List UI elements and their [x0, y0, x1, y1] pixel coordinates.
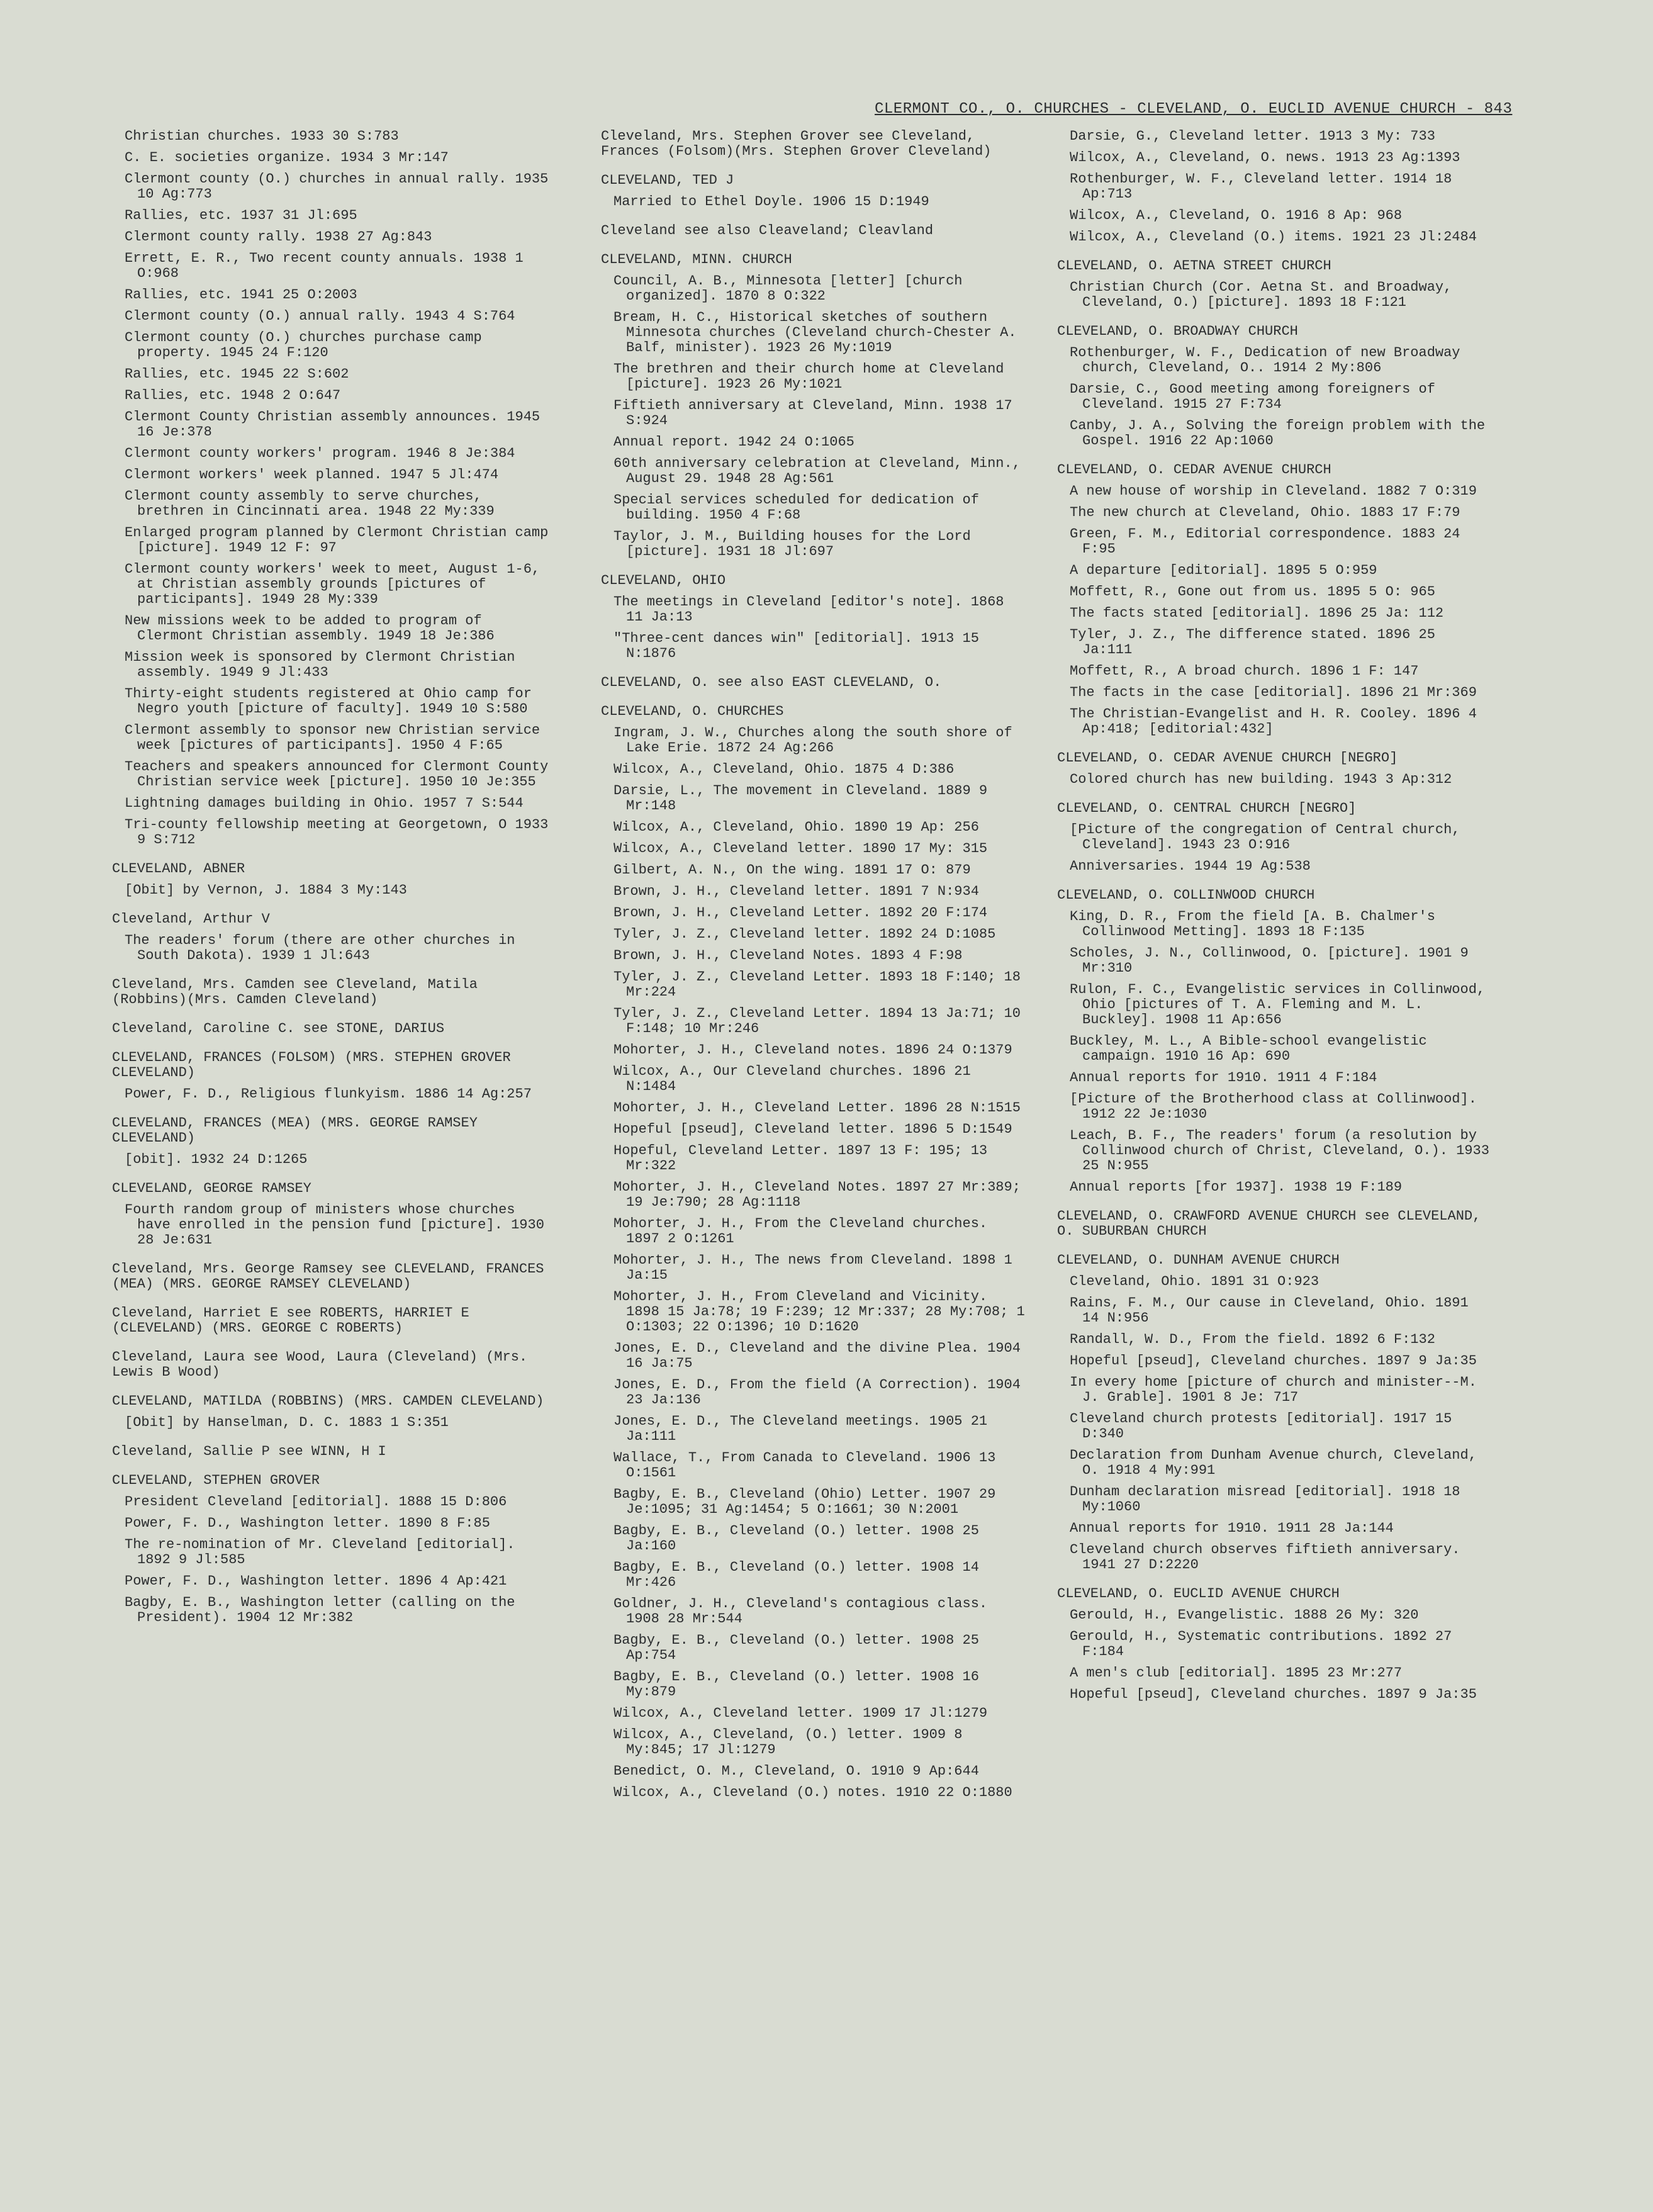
index-heading: CLEVELAND, O. DUNHAM AVENUE CHURCH	[1057, 1252, 1340, 1268]
index-entry: Leach, B. F., The readers' forum (a resolution by Collinwood church of Christ, Cleveland, O.). 1933 25 N:955	[1070, 1128, 1489, 1174]
index-entry: The brethren and their church home at Cleveland [picture]. 1923 26 My:1021	[614, 361, 1004, 392]
index-entry: Fiftieth anniversary at Cleveland, Minn. 1938 17 S:924	[614, 398, 1012, 429]
index-entry: Clermont assembly to sponsor new Christian service week [pictures of participants]. 1950 4 F:65	[125, 722, 541, 753]
index-entry: Annual reports for 1910. 1911 4 F:184	[1070, 1070, 1377, 1086]
index-entry: Rallies, etc. 1948 2 O:647	[125, 388, 341, 403]
index-entry: Brown, J. H., Cleveland Letter. 1892 20 F:174	[614, 905, 988, 921]
index-entry: New missions week to be added to program of Clermont Christian assembly. 1949 18 Je:386	[125, 613, 495, 644]
index-heading: Cleveland, Mrs. Stephen Grover see Cleveland, Frances (Folsom)(Mrs. Stephen Grover Cleveland)	[601, 128, 992, 159]
index-entry: Annual report. 1942 24 O:1065	[614, 434, 855, 450]
index-heading: Cleveland, Mrs. Camden see Cleveland, Matila (Robbins)(Mrs. Camden Cleveland)	[112, 977, 478, 1008]
index-heading: Cleveland, Sallie P see WINN, H I	[112, 1444, 386, 1459]
index-entry: The readers' forum (there are other churches in South Dakota). 1939 1 Jl:643	[125, 933, 515, 963]
index-entry: The Christian-Evangelist and H. R. Cooley. 1896 4 Ap:418; [editorial:432]	[1070, 706, 1477, 737]
index-entry: Rallies, etc. 1941 25 O:2003	[125, 287, 357, 303]
index-entry: Gerould, H., Evangelistic. 1888 26 My: 320	[1070, 1607, 1419, 1623]
index-entry: King, D. R., From the field [A. B. Chalmer's Collinwood Metting]. 1893 18 F:135	[1070, 909, 1435, 940]
index-entry: Clermont county assembly to serve churches, brethren in Cincinnati area. 1948 22 My:339	[125, 488, 495, 519]
index-entry: The facts in the case [editorial]. 1896 21 Mr:369	[1070, 685, 1477, 700]
index-heading: CLEVELAND, OHIO	[601, 573, 726, 588]
index-entry: Power, F. D., Washington letter. 1890 8 F:85	[125, 1515, 490, 1531]
index-entry: Clermont county workers' program. 1946 8 Je:384	[125, 446, 515, 461]
index-entry: Darsie, L., The movement in Cleveland. 1889 9 Mr:148	[614, 783, 988, 814]
index-entry: Gilbert, A. N., On the wing. 1891 17 O: 879	[614, 862, 971, 878]
index-entry: A men's club [editorial]. 1895 23 Mr:277	[1070, 1665, 1403, 1681]
index-entry: Lightning damages building in Ohio. 1957 7 S:544	[125, 795, 524, 811]
index-entry: 60th anniversary celebration at Cleveland, Minn., August 29. 1948 28 Ag:561	[614, 456, 1021, 486]
index-entry: "Three-cent dances win" [editorial]. 1913 15 N:1876	[614, 631, 979, 661]
index-entry: [Picture of the Brotherhood class at Collinwood]. 1912 22 Je:1030	[1070, 1091, 1477, 1122]
index-entry: Clermont county (O.) churches purchase camp property. 1945 24 F:120	[125, 330, 482, 361]
index-entry: Tyler, J. Z., Cleveland Letter. 1894 13 Ja:71; 10 F:148; 10 Mr:246	[614, 1006, 1021, 1036]
index-entry: Taylor, J. M., Building houses for the Lord [picture]. 1931 18 Jl:697	[614, 529, 971, 559]
index-heading: CLEVELAND, O. CHURCHES	[601, 704, 784, 719]
index-entry: Anniversaries. 1944 19 Ag:538	[1070, 858, 1311, 874]
index-entry: The meetings in Cleveland [editor's note]. 1868 11 Ja:13	[614, 594, 1004, 625]
index-heading: CLEVELAND, MINN. CHURCH	[601, 252, 792, 267]
index-entry: Wilcox, A., Cleveland (O.) items. 1921 23 Jl:2484	[1070, 229, 1477, 245]
index-entry: Hopeful [pseud], Cleveland churches. 1897 9 Ja:35	[1070, 1687, 1477, 1702]
index-entry: Rothenburger, W. F., Cleveland letter. 1914 18 Ap:713	[1070, 171, 1452, 202]
index-entry: Tyler, J. Z., Cleveland letter. 1892 24 D:1085	[614, 926, 996, 942]
index-entry: Brown, J. H., Cleveland letter. 1891 7 N:934	[614, 884, 979, 899]
index-entry: Christian churches. 1933 30 S:783	[125, 128, 399, 144]
index-entry: Special services scheduled for dedication of building. 1950 4 F:68	[614, 492, 979, 523]
index-entry: Hopeful, Cleveland Letter. 1897 13 F: 195; 13 Mr:322	[614, 1143, 988, 1174]
index-entry: Dunham declaration misread [editorial]. 1918 18 My:1060	[1070, 1484, 1460, 1515]
index-entry: Clermont workers' week planned. 1947 5 Jl:474	[125, 467, 499, 483]
index-entry: Wallace, T., From Canada to Cleveland. 1906 13 O:1561	[614, 1450, 996, 1481]
index-entry: Colored church has new building. 1943 3 Ap:312	[1070, 772, 1452, 787]
index-entry: Wilcox, A., Cleveland letter. 1890 17 My: 315	[614, 841, 988, 856]
index-entry: Wilcox, A., Cleveland, O. 1916 8 Ap: 968	[1070, 208, 1403, 223]
index-entry: Brown, J. H., Cleveland Notes. 1893 4 F:98	[614, 948, 963, 963]
index-entry: Wilcox, A., Cleveland, (O.) letter. 1909 8 My:845; 17 Jl:1279	[614, 1727, 963, 1758]
column-3	[1057, 129, 1491, 1709]
index-entry: Thirty-eight students registered at Ohio camp for Negro youth [picture of faculty]. 1949 10 S:580	[125, 686, 532, 717]
index-entry: The re-nomination of Mr. Cleveland [editorial]. 1892 9 Jl:585	[125, 1537, 515, 1568]
index-entry: President Cleveland [editorial]. 1888 15 D:806	[125, 1494, 507, 1510]
index-entry: Wilcox, A., Cleveland, Ohio. 1875 4 D:386	[614, 761, 955, 777]
index-entry: Clermont county (O.) churches in annual rally. 1935 10 Ag:773	[125, 171, 549, 202]
column-2	[601, 129, 1029, 1807]
index-entry: Bagby, E. B., Cleveland (O.) letter. 1908 14 Mr:426	[614, 1559, 979, 1590]
index-entry: The new church at Cleveland, Ohio. 1883 17 F:79	[1070, 505, 1460, 520]
index-entry: Mohorter, J. H., Cleveland Letter. 1896 28 N:1515	[614, 1100, 1021, 1116]
index-entry: Hopeful [pseud], Cleveland letter. 1896 5 D:1549	[614, 1121, 1012, 1137]
index-entry: Randall, W. D., From the field. 1892 6 F:132	[1070, 1332, 1435, 1347]
index-entry: Rains, F. M., Our cause in Cleveland, Ohio. 1891 14 N:956	[1070, 1295, 1469, 1326]
index-heading: CLEVELAND, GEORGE RAMSEY	[112, 1181, 311, 1196]
index-entry: Teachers and speakers announced for Clermont County Christian service week [picture]. 1950 10 Je:355	[125, 759, 549, 790]
index-entry: Darsie, G., Cleveland letter. 1913 3 My: 733	[1070, 128, 1435, 144]
index-entry: Bagby, E. B., Cleveland (O.) letter. 1908 25 Ja:160	[614, 1523, 979, 1554]
index-entry: Cleveland church protests [editorial]. 1917 15 D:340	[1070, 1411, 1452, 1442]
index-entry: Ingram, J. W., Churches along the south shore of Lake Erie. 1872 24 Ag:266	[614, 725, 1012, 756]
index-entry: Canby, J. A., Solving the foreign problem with the Gospel. 1916 22 Ap:1060	[1070, 418, 1486, 449]
index-entry: Wilcox, A., Our Cleveland churches. 1896 21 N:1484	[614, 1064, 971, 1094]
index-entry: Errett, E. R., Two recent county annuals. 1938 1 O:968	[125, 250, 524, 281]
index-entry: Jones, E. D., The Cleveland meetings. 1905 21 Ja:111	[614, 1413, 988, 1444]
index-heading: CLEVELAND, O. COLLINWOOD CHURCH	[1057, 887, 1315, 903]
index-heading: CLEVELAND, FRANCES (MEA) (MRS. GEORGE RAMSEY CLEVELAND)	[112, 1115, 478, 1146]
index-heading: CLEVELAND, ABNER	[112, 861, 245, 877]
index-heading: CLEVELAND, O. CRAWFORD AVENUE CHURCH see CLEVELAND, O. SUBURBAN CHURCH	[1057, 1208, 1481, 1239]
index-entry: Christian Church (Cor. Aetna St. and Broadway, Cleveland, O.) [picture]. 1893 18 F:121	[1070, 279, 1452, 310]
index-entry: The facts stated [editorial]. 1896 25 Ja: 112	[1070, 605, 1444, 621]
index-entry: Cleveland church observes fiftieth anniversary. 1941 27 D:2220	[1070, 1542, 1460, 1573]
index-entry: Enlarged program planned by Clermont Christian camp [picture]. 1949 12 F: 97	[125, 525, 549, 556]
running-head: CLERMONT CO., O. CHURCHES - CLEVELAND, O. EUCLID AVENUE CHURCH - 843	[875, 101, 1513, 118]
index-entry: Mohorter, J. H., From the Cleveland churches. 1897 2 O:1261	[614, 1216, 988, 1247]
index-entry: Goldner, J. H., Cleveland's contagious class. 1908 28 Mr:544	[614, 1596, 988, 1627]
index-entry: Council, A. B., Minnesota [letter] [church organized]. 1870 8 O:322	[614, 273, 963, 304]
index-heading: CLEVELAND, O. EUCLID AVENUE CHURCH	[1057, 1586, 1340, 1602]
index-entry: Gerould, H., Systematic contributions. 1892 27 F:184	[1070, 1629, 1452, 1659]
index-entry: Declaration from Dunham Avenue church, Cleveland, O. 1918 4 My:991	[1070, 1447, 1477, 1478]
index-entry: Hopeful [pseud], Cleveland churches. 1897 9 Ja:35	[1070, 1353, 1477, 1369]
index-entry: Rallies, etc. 1945 22 S:602	[125, 366, 349, 382]
index-entry: Married to Ethel Doyle. 1906 15 D:1949	[614, 194, 929, 210]
index-entry: Wilcox, A., Cleveland letter. 1909 17 Jl:1279	[614, 1705, 988, 1721]
index-entry: Mohorter, J. H., Cleveland Notes. 1897 27 Mr:389; 19 Je:790; 28 Ag:1118	[614, 1179, 1021, 1210]
index-entry: A departure [editorial]. 1895 5 O:959	[1070, 563, 1377, 578]
index-heading: Cleveland, Mrs. George Ramsey see CLEVELAND, FRANCES (MEA) (MRS. GEORGE RAMSEY CLEVELAND)	[112, 1261, 544, 1292]
index-entry: Darsie, C., Good meeting among foreigners of Cleveland. 1915 27 F:734	[1070, 381, 1435, 412]
index-entry: Mohorter, J. H., Cleveland notes. 1896 24 O:1379	[614, 1042, 1012, 1058]
index-entry: Power, F. D., Religious flunkyism. 1886 14 Ag:257	[125, 1086, 532, 1102]
index-heading: CLEVELAND, O. BROADWAY CHURCH	[1057, 323, 1298, 339]
index-entry: Wilcox, A., Cleveland (O.) notes. 1910 22 O:1880	[614, 1785, 1012, 1800]
index-entry: Annual reports for 1910. 1911 28 Ja:144	[1070, 1520, 1394, 1536]
index-entry: Clermont county (O.) annual rally. 1943 4 S:764	[125, 308, 515, 324]
index-heading: Cleveland, Harriet E see ROBERTS, HARRIET E (CLEVELAND) (MRS. GEORGE C ROBERTS)	[112, 1305, 469, 1336]
index-entry: A new house of worship in Cleveland. 1882 7 O:319	[1070, 483, 1477, 499]
index-entry: Tyler, J. Z., Cleveland Letter. 1893 18 F:140; 18 Mr:224	[614, 969, 1021, 1000]
index-heading: CLEVELAND, O. CEDAR AVENUE CHURCH	[1057, 462, 1331, 478]
index-entry: In every home [picture of church and minister--M. J. Grable]. 1901 8 Je: 717	[1070, 1374, 1477, 1405]
index-entry: Wilcox, A., Cleveland, O. news. 1913 23 Ag:1393	[1070, 150, 1460, 166]
index-entry: Mohorter, J. H., The news from Cleveland. 1898 1 Ja:15	[614, 1252, 1012, 1283]
index-entry: Power, F. D., Washington letter. 1896 4 Ap:421	[125, 1573, 507, 1589]
index-entry: Clermont county rally. 1938 27 Ag:843	[125, 229, 432, 245]
index-entry: C. E. societies organize. 1934 3 Mr:147	[125, 150, 449, 166]
index-entry: Moffett, R., Gone out from us. 1895 5 O: 965	[1070, 584, 1435, 600]
index-entry: Scholes, J. N., Collinwood, O. [picture]. 1901 9 Mr:310	[1070, 945, 1469, 976]
index-entry: [obit]. 1932 24 D:1265	[125, 1152, 308, 1167]
index-entry: Bagby, E. B., Cleveland (O.) letter. 1908 16 My:879	[614, 1669, 979, 1700]
index-heading: CLEVELAND, O. CEDAR AVENUE CHURCH [NEGRO]	[1057, 750, 1398, 766]
column-1	[112, 129, 552, 1632]
index-heading: CLEVELAND, FRANCES (FOLSOM) (MRS. STEPHEN GROVER CLEVELAND)	[112, 1050, 511, 1081]
index-entry: Cleveland, Ohio. 1891 31 O:923	[1070, 1274, 1320, 1289]
index-entry: Tyler, J. Z., The difference stated. 1896 25 Ja:111	[1070, 627, 1435, 658]
index-entry: Mohorter, J. H., From Cleveland and Vicinity. 1898 15 Ja:78; 19 F:239; 12 Mr:337; 28 My:708; 1 O:1303; 22 O:1396; 10 D:1620	[614, 1289, 1025, 1335]
index-entry: Rothenburger, W. F., Dedication of new Broadway church, Cleveland, O.. 1914 2 My:806	[1070, 345, 1460, 376]
index-heading: CLEVELAND, O. AETNA STREET CHURCH	[1057, 258, 1331, 274]
index-entry: Buckley, M. L., A Bible-school evangelistic campaign. 1910 16 Ap: 690	[1070, 1033, 1427, 1064]
index-entry: Fourth random group of ministers whose churches have enrolled in the pension fund [picture]. 1930 28 Je:631	[125, 1202, 544, 1248]
index-entry: [Obit] by Hanselman, D. C. 1883 1 S:351	[125, 1415, 449, 1430]
index-entry: Moffett, R., A broad church. 1896 1 F: 147	[1070, 663, 1419, 679]
index-entry: Wilcox, A., Cleveland, Ohio. 1890 19 Ap: 256	[614, 819, 979, 835]
index-entry: Clermont County Christian assembly announces. 1945 16 Je:378	[125, 409, 541, 440]
index-entry: Rallies, etc. 1937 31 Jl:695	[125, 208, 357, 223]
index-entry: Benedict, O. M., Cleveland, O. 1910 9 Ap:644	[614, 1763, 979, 1779]
index-heading: Cleveland, Laura see Wood, Laura (Cleveland) (Mrs. Lewis B Wood)	[112, 1349, 528, 1380]
index-entry: Bream, H. C., Historical sketches of southern Minnesota churches (Cleveland church-Chester A. Balf, minister). 1923 26 My:1019	[614, 310, 1017, 356]
index-heading: Cleveland, Caroline C. see STONE, DARIUS	[112, 1021, 445, 1036]
index-entry: Mission week is sponsored by Clermont Christian assembly. 1949 9 Jl:433	[125, 649, 515, 680]
index-heading: CLEVELAND, O. see also EAST CLEVELAND, O.	[601, 675, 942, 690]
index-heading: Cleveland, Arthur V	[112, 911, 270, 927]
index-entry: Tri-county fellowship meeting at Georgetown, O 1933 9 S:712	[125, 817, 549, 848]
index-heading: CLEVELAND, MATILDA (ROBBINS) (MRS. CAMDEN CLEVELAND)	[112, 1393, 544, 1409]
index-heading: Cleveland see also Cleaveland; Cleavland	[601, 223, 934, 239]
index-entry: Bagby, E. B., Washington letter (calling on the President). 1904 12 Mr:382	[125, 1595, 515, 1625]
index-heading: CLEVELAND, O. CENTRAL CHURCH [NEGRO]	[1057, 800, 1357, 816]
index-entry: Green, F. M., Editorial correspondence. 1883 24 F:95	[1070, 526, 1460, 557]
index-heading: CLEVELAND, STEPHEN GROVER	[112, 1473, 320, 1488]
index-entry: Clermont county workers' week to meet, August 1-6, at Christian assembly grounds [pictures of participants]. 1949 28 My:339	[125, 561, 541, 607]
index-heading: CLEVELAND, TED J	[601, 172, 734, 188]
index-entry: Bagby, E. B., Cleveland (Ohio) Letter. 1907 29 Je:1095; 31 Ag:1454; 5 O:1661; 30 N:2001	[614, 1486, 996, 1517]
index-entry: [Picture of the congregation of Central church, Cleveland]. 1943 23 O:916	[1070, 822, 1460, 853]
index-entry: Bagby, E. B., Cleveland (O.) letter. 1908 25 Ap:754	[614, 1632, 979, 1663]
index-entry: Jones, E. D., From the field (A Correction). 1904 23 Ja:136	[614, 1377, 1021, 1408]
index-entry: Annual reports [for 1937]. 1938 19 F:189	[1070, 1179, 1403, 1195]
index-entry: [Obit] by Vernon, J. 1884 3 My:143	[125, 882, 407, 898]
index-entry: Jones, E. D., Cleveland and the divine Plea. 1904 16 Ja:75	[614, 1340, 1021, 1371]
index-entry: Rulon, F. C., Evangelistic services in Collinwood, Ohio [pictures of T. A. Fleming and M. L. Buckley]. 1908 11 Ap:656	[1070, 982, 1486, 1028]
